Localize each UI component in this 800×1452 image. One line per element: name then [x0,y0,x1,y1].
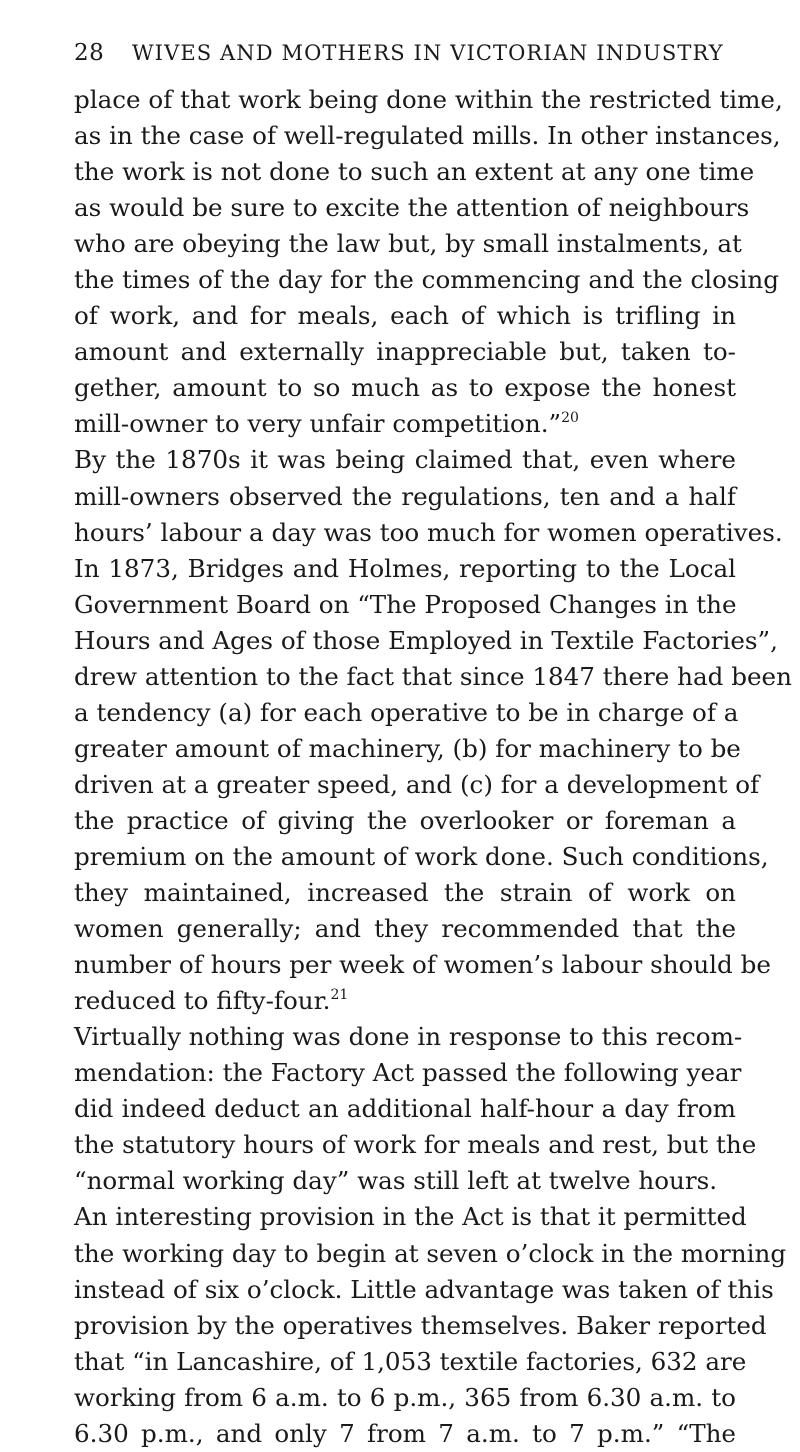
body-text [74,82,792,1452]
paragraph [74,82,783,442]
text-line: drew attention to the fact that since 1847 there had been [74,661,792,691]
text-line: that “in Lancashire, of 1,053 textile factories, 632 are [74,1346,747,1376]
text-line: driven at a greater speed, and (c) for a development of [74,769,760,799]
text-line: working from 6 a.m. to 6 p.m., 365 from 6.30 a.m. to [74,1382,736,1412]
text-line: Government Board on “The Proposed Changes in the [74,589,737,619]
paragraph [74,1019,757,1199]
running-head [74,40,736,76]
paragraph [74,442,792,1019]
text-line: Hours and Ages of those Employed in Textile Factories”, [74,625,778,655]
text-line: number of hours per week of women’s labour should be [74,950,771,980]
text-line: amount and externally inappreciable but, taken to- [74,337,736,367]
text-line-content: mill-owner to very unfair competition.” [74,409,562,439]
footnote-marker: 21 [330,987,349,1004]
text-line: An interesting provision in the Act is that it permitted [74,1202,747,1232]
text-line: did indeed deduct an additional half-hour a day from [74,1094,736,1124]
text-line: they maintained, increased the strain of work on [74,878,736,908]
text-line: the working day to begin at seven o’clock in the morning [74,1238,787,1268]
text-line: as in the case of well-regulated mills. In other instances, [74,121,781,151]
text-line: gether, amount to so much as to expose the honest [74,373,736,403]
text-line: mill-owners observed the regulations, ten and a half [74,481,736,511]
text-line: In 1873, Bridges and Holmes, reporting to the Local [74,553,736,583]
text-line: the work is not done to such an extent at any one time [74,157,755,187]
footnote-marker: 20 [561,410,579,427]
running-head-title: WIVES AND MOTHERS IN VICTORIAN INDUSTRY [132,41,724,65]
text-line: instead of six o’clock. Little advantage was taken of this [74,1274,774,1304]
text-line: the statutory hours of work for meals and rest, but the [74,1130,757,1160]
text-line: the practice of giving the overlooker or foreman a [74,805,736,835]
text-line: who are obeying the law but, by small instalments, at [74,229,742,259]
text-line: of work, and for meals, each of which is trifling in [74,301,736,331]
page-number: 28 [74,40,105,66]
text-line: greater amount of machinery, (b) for machinery to be [74,733,741,763]
text-line-last [74,983,736,1019]
text-line: 6.30 p.m., and only 7 from 7 a.m. to 7 p.m.” “The [74,1418,736,1448]
text-line-last: “normal working day” was still left at twelve hours. [74,1166,718,1196]
text-line: women generally; and they recommended that the [74,914,736,944]
text-line: Virtually nothing was done in response to this recom- [74,1022,743,1052]
text-line: place of that work being done within the restricted time, [74,85,783,114]
text-line: a tendency (a) for each operative to be in charge of a [74,697,739,727]
text-line: the times of the day for the commencing and the closing [74,265,780,295]
text-line: as would be sure to excite the attention of neighbours [74,193,750,223]
text-line-last [74,406,736,442]
text-line: provision by the operatives themselves. Baker reported [74,1310,767,1340]
text-line: hours’ labour a day was too much for women operatives. [74,517,783,547]
paragraph [74,1199,787,1451]
text-line: By the 1870s it was being claimed that, even where [74,445,736,475]
text-line: premium on the amount of work done. Such conditions, [74,841,769,871]
text-line-content: reduced to fifty-four. [74,986,331,1016]
text-line: mendation: the Factory Act passed the following year [74,1058,742,1088]
